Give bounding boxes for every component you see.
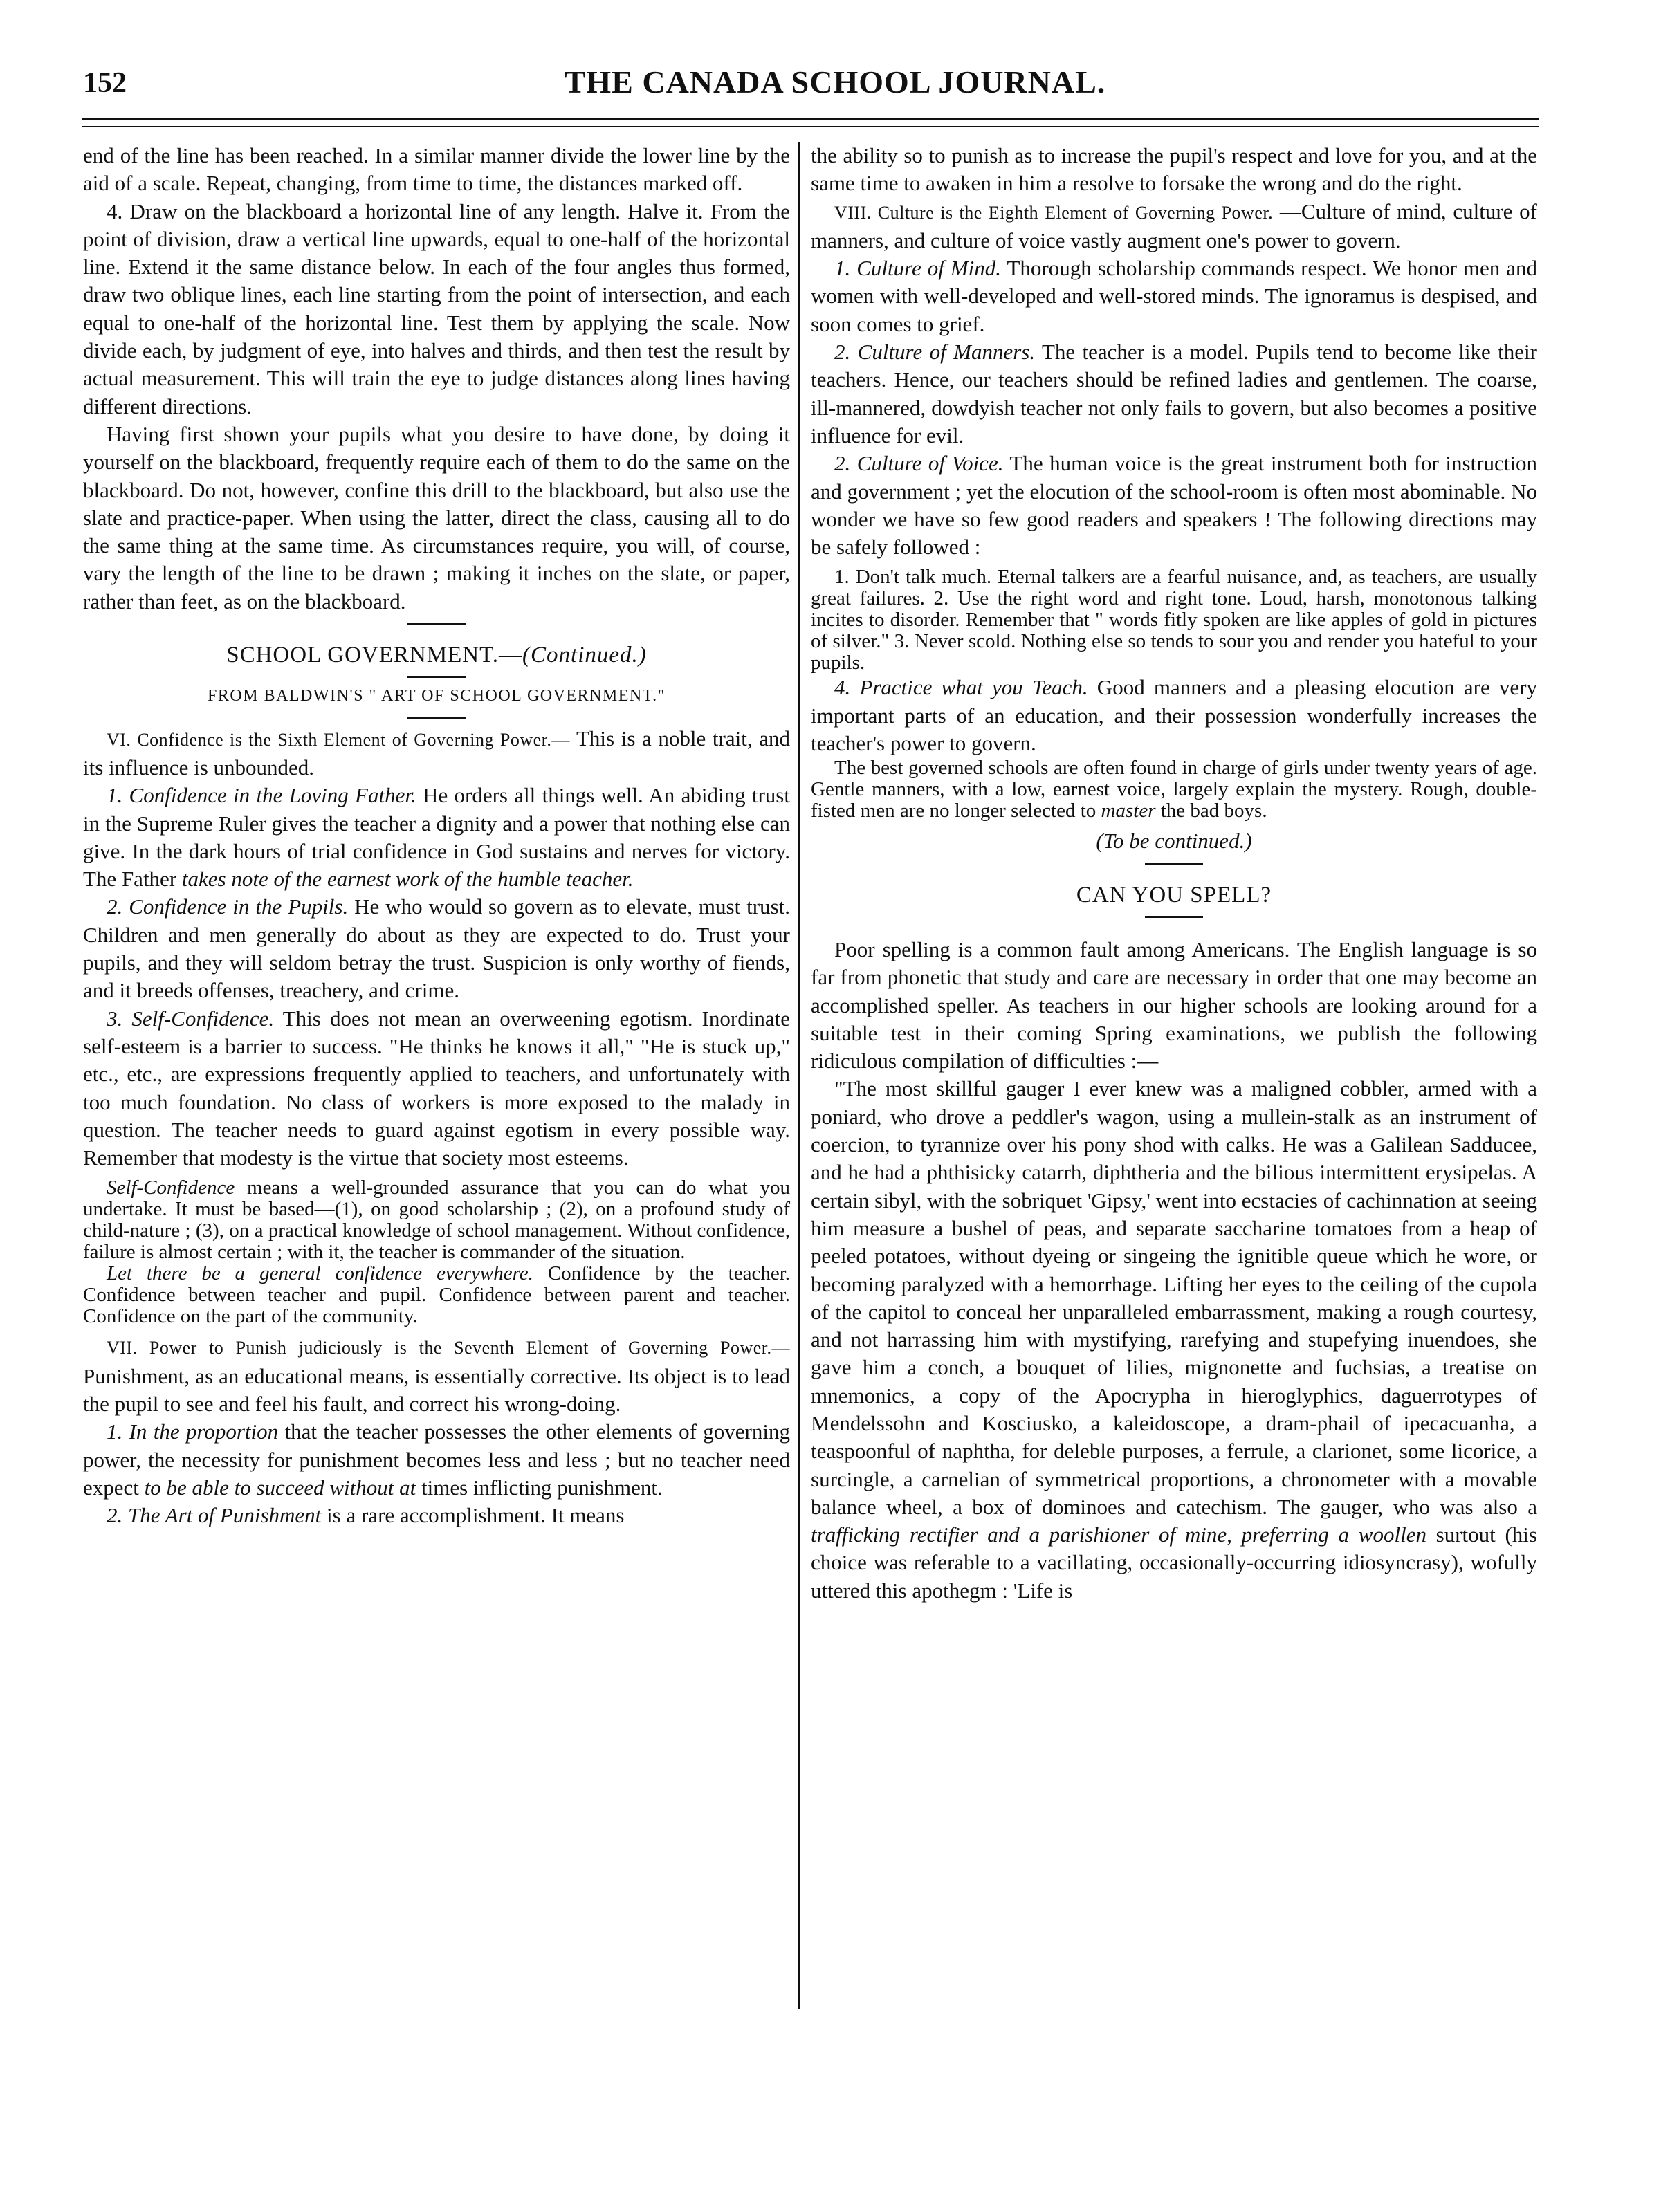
section-subheading: FROM BALDWIN'S " ART OF SCHOOL GOVERNMENT.": [208, 687, 666, 706]
paragraph: end of the line has been reached. In a similar manner divide the lower line by the aid of a scale. Repeat, changing, from time to time, the distances marked off.: [83, 143, 790, 196]
section-heading: [83, 641, 790, 669]
header-rule-thin: [82, 126, 1539, 127]
paragraph: Having first shown your pupils what you desire to have done, by doing it yourself on the blackboard, frequently require each of them to do the same on the blackboard. Do not, however, confine this drill to the blackboard, but also use the slate and practice-paper. When using the latter, direct the class, causing all to do the same thing at the same time. As circumstances require, you will, of course, vary the length of the line to be drawn ; making it inches on the slate, or paper, rather than feet, as on the blackboard.: [83, 421, 790, 614]
section-heading: CAN YOU SPELL?: [1076, 882, 1272, 907]
item-title: Self-Confidence: [107, 1177, 235, 1199]
section-divider: [407, 623, 466, 625]
to-be-continued: (To be continued.): [1096, 829, 1252, 854]
paragraph: "The most skillful gauger I ever knew was a maligned cobbler, armed with a poniard, who drove a peddler's wagon, using a mullein-stalk as an instrument of coercion, to tyrannize over his pony shod with calks. He was a Galilean Sadducee, and he had a phthisicky catarrh, diphtheria and the bilious intermittent erysipelas. A certain sibyl, with the sobriquet 'Gipsy,' went into ecstacies of cachinnation at seeing him measure a bushel of peas, and separate saccharine tomatoes from a heap of peeled potatoes, without dyeing or singeing the ignitible queue which he wore, or becoming paralyzed with a hemorrhage. Lifting her eyes to the ceiling of the cupola of the capitol to conceal her unparalleled embarrassment, making a rough courtesy, and not harrassing him with mystifying, rarefying and stupefying inuendoes, she gave him a conch, a bouquet of lilies, mignonette and fuchsias, a treatise on mnemonics, a copy of the Apocrypha in hieroglyphics, daguerrotypes of Mendelssohn and Kosciusko, a kaleidoscope, a dram-phail of ipecacuanha, a teaspoonful of naphtha, for deleble purposes, a ferrule, a clarionet, some licorice, a surcingle, a carnelian of symmetrical proportions, a chronometer with a movable balance wheel, a box of dominoes and catechism. The gauger, who was also a trafficking rectifier and a parishioner of mine, preferring a woollen surtout (his choice was referable to a vacillating, occasionally-occurring idiosyncrasy), wofully uttered this apothegm : 'Life is: [811, 1076, 1537, 1603]
paragraph: 2. Culture of Manners. The teacher is a model. Pupils tend to become like their teachers. Hence, our teachers should be refined ladies and gentlemen. The coarse, ill-mannered, dowdyish teacher not only fails to govern, but also becomes a positive influence for evil.: [811, 340, 1537, 448]
paragraph: The best governed schools are often found in charge of girls under twenty years of age. Gentle manners, with a low, earnest voice, largely explain the mystery. Rough, double-fisted men are no longer selected to master the bad boys.: [811, 757, 1537, 822]
left-column: [83, 142, 790, 1529]
paragraph: 1. Culture of Mind. Thorough scholarship commands respect. We honor men and women with well-developed and well-stored minds. The ignoramus is despised, and soon comes to grief.: [811, 256, 1537, 336]
paragraph: 2. The Art of Punishment is a rare accomplishment. It means: [107, 1503, 625, 1528]
item-title: Let there be a general confidence everywhere.: [107, 1262, 533, 1285]
item-title: 2. Confidence in the Pupils.: [107, 894, 349, 919]
paragraph: 1. Confidence in the Loving Father. He orders all things well. An abiding trust in the Supreme Ruler gives the teacher a dignity and a power that nothing else can give. In the dark hours of trial confidence in God sustains and nerves for victory. The Father takes note of the earnest work of the humble teacher.: [83, 783, 790, 892]
journal-title: THE CANADA SCHOOL JOURNAL.: [564, 64, 1106, 100]
paragraph: Self-Confidence means a well-grounded assurance that you can do what you undertake. It must be based—(1), on good scholarship ; (2), on a profound study of child-nature ; (3), on a practical knowledge of school management. Without confidence, failure is almost certain ; with it, the teacher is commander of the situation.: [83, 1177, 790, 1264]
page-number: 152: [83, 67, 127, 99]
header-rule: [82, 118, 1539, 120]
paragraph: the ability so to punish as to increase the pupil's respect and love for you, and at the same time to awaken in him a resolve to forsake the wrong and do the right.: [811, 143, 1537, 196]
right-column: [811, 142, 1537, 1605]
item-title: 1. In the proportion: [107, 1419, 279, 1444]
paragraph: VIII. Culture is the Eighth Element of Governing Power. —Culture of mind, culture of manners, and culture of voice vastly augment one's power to govern.: [811, 199, 1538, 252]
paragraph: 2. Confidence in the Pupils. He who would so govern as to elevate, must trust. Children and men generally do about as they are expected to do. Trust your pupils, and they will seldom betray the trust. Suspicion is only worthy of fiends, and it breeds offenses, treachery, and crime.: [83, 894, 791, 1003]
paragraph: 1. In the proportion that the teacher possesses the other elements of governing power, the necessity for punishment becomes less and less ; but no teacher need expect to be able to succeed without at times inflicting punishment.: [83, 1419, 790, 1500]
element-heading: VII. Power to Punish judiciously is the Seventh Element of Governing Power.—: [107, 1338, 790, 1358]
item-title: 2. Culture of Manners.: [834, 340, 1036, 365]
item-title: 4. Practice what you Teach.: [834, 675, 1088, 700]
paragraph: 2. Culture of Voice. The human voice is the great instrument both for instruction and government ; yet the elocution of the school-room is often most abominable. No wonder we have so few good readers and speakers ! The following directions may be safely followed :: [811, 451, 1537, 560]
heading-text: SCHOOL GOVERNMENT.—: [226, 643, 523, 668]
paragraph: Let there be a general confidence everywhere. Confidence by the teacher. Confidence between teacher and pupil. Confidence between parent and teacher. Confidence on the part of the community.: [83, 1262, 790, 1328]
paragraph: 1. Don't talk much. Eternal talkers are a fearful nuisance, and, as teachers, are usually great failures. 2. Use the right word and right tone. Loud, harsh, monotonous talking incites to disorder. Remember that " words fitly spoken are like apples of gold in pictures of silver." 3. Never scold. Nothing else so tends to sour you and render you hateful to your pupils.: [811, 566, 1537, 674]
item-title: 1. Confidence in the Loving Father.: [107, 783, 416, 808]
paragraph: Poor spelling is a common fault among Americans. The English language is so far from phonetic that study and care are necessary in order that one may become an accomplished speller. As teachers in our higher schools are looking around for a suitable test in their coming Spring examinations, we publish the following ridiculous compilation of difficulties :—: [811, 937, 1537, 1073]
paragraph: VI. Confidence is the Sixth Element of Governing Power.— This is a noble trait, and its influence is unbounded.: [83, 726, 790, 780]
paragraph: 4. Draw on the blackboard a horizontal line of any length. Halve it. From the point of division, draw a vertical line upwards, equal to one-half of the horizontal line. Extend it the same distance below. In each of the four angles thus formed, draw two oblique lines, each line starting from the point of intersection, and each equal to one-half of the horizontal line. Test them by applying the scale. Now divide each, by judgment of eye, into halves and thirds, and then test the result by actual measurement. This will train the eye to judge distances along lines having different directions.: [83, 199, 790, 418]
section-divider: [1145, 863, 1203, 865]
element-heading: VIII. Culture is the Eighth Element of Governing Power.: [834, 202, 1274, 223]
item-title: 2. Culture of Voice.: [834, 451, 1004, 476]
paragraph: 3. Self-Confidence. This does not mean an overweening egotism. Inordinate self-esteem is a barrier to success. "He thinks he knows it all," "He is stuck up," etc., etc., are expressions frequently applied to teachers, and unfortunately with too much foundation. No class of workers is more exposed to the malady in question. The teacher needs to guard against egotism in every possible way. Remember that modesty is the virtue that society most esteems.: [83, 1006, 790, 1170]
item-title: 2. The Art of Punishment: [107, 1503, 322, 1528]
paragraph: VII. Power to Punish judiciously is the Seventh Element of Governing Power.—Punishment, as an educational means, is essentially corrective. Its object is to lead the pupil to see and feel his fault, and correct his wrong-doing.: [83, 1338, 790, 1416]
section-divider: [407, 717, 466, 719]
heading-continued: (Continued.): [522, 643, 647, 668]
item-title: 3. Self-Confidence.: [107, 1006, 275, 1031]
section-divider: [407, 676, 466, 678]
paragraph: 4. Practice what you Teach. Good manners and a pleasing elocution are very important parts of an education, and their possession wonderfully increases the teacher's power to govern.: [811, 675, 1537, 756]
element-heading: VI. Confidence is the Sixth Element of Governing Power.—: [107, 729, 570, 750]
column-rule: [798, 142, 800, 2009]
item-title: 1. Culture of Mind.: [834, 256, 1002, 281]
section-divider: [1145, 916, 1203, 918]
